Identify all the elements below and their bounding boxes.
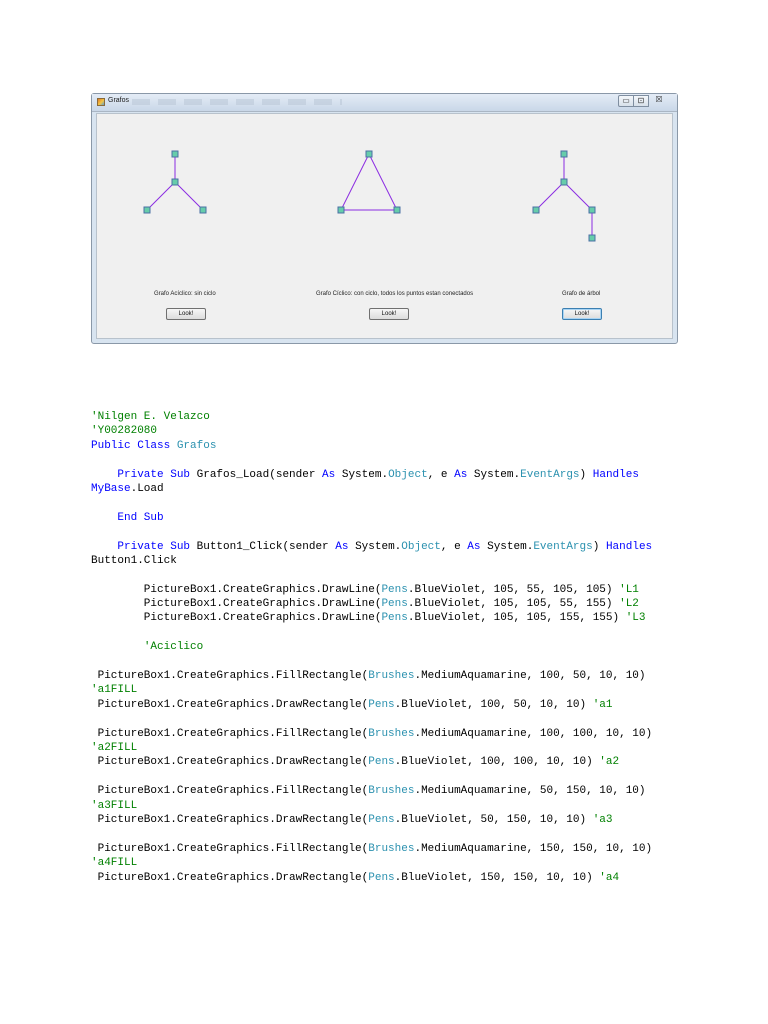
code-token: Public Class (91, 439, 177, 452)
code-line (91, 799, 751, 813)
code-token: Pens (381, 598, 408, 611)
close-icon: ☒ (655, 95, 663, 104)
code-token: Object (388, 468, 428, 481)
look-button-tree[interactable]: Look! (562, 308, 602, 320)
edge (341, 154, 369, 210)
edge (175, 182, 203, 210)
graph-node (561, 179, 567, 185)
code-token: System. (487, 540, 534, 553)
code-token: .BlueViolet, 100, 100, 10, 10) (394, 756, 600, 769)
code-token: 'L3 (625, 612, 646, 625)
code-token: EventArgs (533, 540, 593, 553)
code-token: System. (341, 468, 389, 481)
code-token: Pens (368, 756, 395, 769)
graph-node (338, 207, 344, 213)
code-token: Pens (381, 612, 408, 625)
maximize-button[interactable] (633, 95, 649, 107)
code-line (91, 813, 751, 827)
graph-node (366, 151, 372, 157)
code-token: Pens (381, 583, 408, 596)
minimize-button[interactable] (618, 95, 634, 107)
caption-cyclic: Grafo Cíclico: con ciclo, todos los puntos estan conectados (316, 291, 474, 297)
code-token: Brushes (368, 785, 415, 798)
code-token: Private Sub (117, 468, 197, 481)
code-token: Brushes (368, 727, 415, 740)
code-token: As (454, 468, 474, 481)
code-line (91, 669, 751, 683)
code-token: Pens (368, 813, 395, 826)
code-line (91, 856, 751, 870)
code-token: As (322, 468, 342, 481)
form-client-area (96, 113, 673, 339)
code-token (91, 541, 117, 553)
code-line (91, 871, 751, 885)
code-token: Button1_Click(sender (196, 540, 336, 553)
graph-node (172, 151, 178, 157)
code-token: 'a2FILL (91, 741, 138, 754)
code-token: 'L1 (619, 583, 639, 596)
code-line (91, 439, 751, 453)
code-token: 'L2 (619, 598, 639, 611)
code-token: 'a1 (592, 698, 613, 711)
edge (147, 182, 175, 210)
look-button-acyclic[interactable]: Look! (166, 308, 206, 320)
code-token: 'a1FILL (91, 684, 138, 697)
code-line (91, 640, 751, 654)
code-token (91, 512, 117, 524)
code-token: .MediumAquamarine, 150, 150, 10, 10) (414, 842, 653, 855)
code-line (91, 554, 751, 568)
graph-acyclic (144, 151, 206, 213)
code-line (91, 540, 751, 554)
code-listing (91, 410, 751, 885)
code-token: PictureBox1.CreateGraphics.DrawRectangle( (91, 756, 369, 769)
window-title: Grafos (108, 97, 130, 104)
code-token: PictureBox1.CreateGraphics.DrawRectangle( (91, 871, 369, 884)
look-button-cyclic[interactable]: Look! (369, 308, 409, 320)
code-line (91, 842, 751, 856)
code-token (91, 469, 117, 481)
code-line (91, 784, 751, 798)
code-line (91, 712, 751, 726)
code-token: .MediumAquamarine, 50, 150, 10, 10) (414, 785, 646, 798)
code-line (91, 626, 751, 640)
caption-tree: Grafo de árbol (562, 291, 601, 297)
grafos-window (91, 93, 678, 344)
code-token: PictureBox1.CreateGraphics.DrawLine( (91, 583, 382, 596)
code-token: 'Aciclico (143, 641, 204, 654)
code-token: .MediumAquamarine, 100, 50, 10, 10) (414, 670, 646, 683)
code-token: Private Sub (117, 540, 197, 553)
code-line (91, 683, 751, 697)
code-line (91, 597, 751, 611)
code-token: PictureBox1.CreateGraphics.FillRectangle( (91, 727, 369, 740)
code-token: .BlueViolet, 50, 150, 10, 10) (394, 813, 593, 826)
code-token: PictureBox1.CreateGraphics.DrawRectangle( (91, 698, 369, 711)
code-token: Grafos (176, 439, 217, 452)
code-token: PictureBox1.CreateGraphics.FillRectangle( (91, 842, 369, 855)
code-line (91, 468, 751, 482)
code-token: Grafos_Load(sender (196, 468, 323, 481)
code-token: 'Nilgen E. Velazco (91, 411, 210, 423)
title-bar-blur (132, 99, 342, 105)
code-token (91, 641, 144, 653)
code-token: ) (579, 468, 593, 481)
code-token: PictureBox1.CreateGraphics.FillRectangle( (91, 670, 369, 683)
graph-canvas (97, 114, 674, 340)
code-token: .BlueViolet, 105, 105, 155, 155) (407, 612, 626, 625)
code-token: .MediumAquamarine, 100, 100, 10, 10) (414, 727, 653, 740)
code-line (91, 741, 751, 755)
edge (369, 154, 397, 210)
code-line (91, 770, 751, 784)
code-token: MyBase (91, 482, 131, 495)
code-token: Pens (368, 871, 395, 884)
code-token: 'a3FILL (91, 799, 138, 812)
graph-node (394, 207, 400, 213)
code-token: PictureBox1.CreateGraphics.FillRectangle( (91, 785, 369, 798)
code-line (91, 424, 751, 438)
code-line (91, 410, 751, 424)
code-token: 'a4 (599, 871, 620, 884)
code-token: As (467, 540, 488, 553)
app-icon (97, 98, 105, 106)
title-bar[interactable] (92, 94, 677, 112)
close-button[interactable] (648, 95, 670, 107)
code-token: EventArgs (520, 468, 580, 481)
edge (536, 182, 564, 210)
code-line (91, 511, 751, 525)
code-token: PictureBox1.CreateGraphics.DrawRectangle( (91, 813, 369, 826)
graph-tree (533, 151, 595, 241)
code-line (91, 727, 751, 741)
code-token: As (335, 540, 356, 553)
code-token: 'a4FILL (91, 857, 138, 870)
graph-node (172, 179, 178, 185)
maximize-icon: ⊡ (637, 96, 645, 105)
code-line (91, 655, 751, 669)
caption-acyclic: Grafo Acíclico: sin ciclo (154, 291, 216, 297)
edge (564, 182, 592, 210)
code-line (91, 698, 751, 712)
code-line (91, 496, 751, 510)
code-line (91, 755, 751, 769)
code-line (91, 482, 751, 496)
code-token: Object (401, 540, 441, 553)
code-token: .BlueViolet, 105, 105, 55, 155) (407, 598, 620, 611)
code-token: 'a3 (592, 813, 613, 826)
code-token: ) (592, 540, 606, 553)
graph-node (144, 207, 150, 213)
code-token: Handles (605, 540, 653, 553)
code-token: .Load (130, 482, 164, 495)
code-token: End Sub (117, 511, 164, 524)
code-token: Handles (592, 468, 639, 481)
code-token: Brushes (368, 842, 415, 855)
code-token: PictureBox1.CreateGraphics.DrawLine( (91, 612, 382, 625)
code-token: PictureBox1.CreateGraphics.DrawLine( (91, 598, 382, 611)
code-token: Brushes (368, 670, 415, 683)
graph-node (561, 151, 567, 157)
code-line (91, 827, 751, 841)
minimize-icon: ▭ (622, 96, 630, 105)
code-token: 'Y00282080 (91, 425, 158, 438)
graph-node (589, 207, 595, 213)
code-token: Pens (368, 698, 395, 711)
graph-node (533, 207, 539, 213)
graph-cyclic (338, 151, 400, 213)
code-token: System. (355, 540, 402, 553)
code-line (91, 611, 751, 625)
code-line (91, 568, 751, 582)
code-token: , e (427, 468, 455, 481)
code-token: .BlueViolet, 100, 50, 10, 10) (394, 698, 593, 711)
code-token: 'a2 (599, 756, 620, 769)
code-line (91, 453, 751, 467)
code-token: , e (440, 540, 468, 553)
code-token: Button1.Click (91, 554, 177, 567)
code-line (91, 525, 751, 539)
code-token: System. (473, 468, 521, 481)
graph-node (589, 235, 595, 241)
code-token: .BlueViolet, 105, 55, 105, 105) (407, 583, 620, 596)
graph-node (200, 207, 206, 213)
code-token: .BlueViolet, 150, 150, 10, 10) (394, 871, 600, 884)
code-line (91, 583, 751, 597)
